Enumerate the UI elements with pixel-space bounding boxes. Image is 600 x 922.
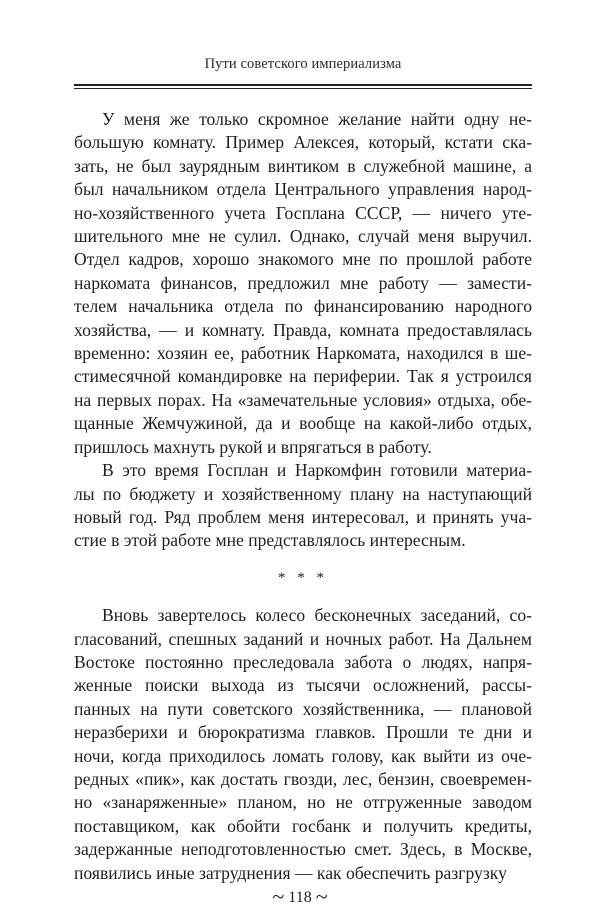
text-line: новый год. Ряд проблем меня интересовал, и принять уча- [74,506,532,527]
text-line: щанные Жемчужиной, да и вообще на какой-либо отдых, [74,413,532,434]
text-line: ночи, когда приходилось ломать голову, как выйти из оче- [74,745,532,766]
page-footer [0,884,600,910]
text-line: неразберихи и бюрократизма главков. Прошли те дни и [74,722,532,743]
ornament-left: ~ [272,884,285,909]
text-line: появились иные затруднения — как обеспечить разгрузку [74,862,507,883]
text-line: стимесячной командировке на периферии. Так я устроился [74,366,532,387]
text-line: редных «пик», как достать гвозди, лес, бензин, своевремен- [74,768,532,789]
text-line: наркомата финансов, предложил мне работу — замести- [74,272,532,293]
paragraph [74,108,532,459]
paragraph [74,604,532,885]
page-number: 118 [288,889,312,906]
text-line: Отдел кадров, хорошо знакомого мне по прошлой работе [74,249,532,270]
header-rule-thin [74,88,532,89]
text-line: на первых порах. На «замечательные условия» отдыха, обе- [74,389,532,410]
text-line: лы по бюджету и хозяйственному плану на наступающий [74,483,532,504]
text-line: временно: хозяин ее, работник Наркомата, находился в ше- [74,343,532,364]
section-break: * * * [278,569,328,586]
text-line: задержанные неподготовленностью смет. Здесь, в Москве, [74,839,532,860]
body-text [74,108,532,885]
text-line: пришлось махнуть рукой и впрягаться в работу. [74,436,432,457]
text-line: стие в этой работе мне представлялось интересным. [74,530,466,551]
text-line: большую комнату. Пример Алексея, который, кстати ска- [74,132,532,153]
header-rule [74,84,532,86]
text-line: но-хозяйственного учета Госплана СССР, — ничего уте- [74,202,532,223]
text-line: но «занаряженные» планом, но не отгруженные заводом [74,792,532,813]
text-line: В это время Госплан и Наркомфин готовили материа- [102,460,532,481]
text-line: гласований, спешных заданий и ночных работ. На Дальнем [74,628,532,649]
running-head: Пути советского империализма [204,56,402,72]
text-line: поставщиком, как обойти госбанк и получить кредиты, [74,815,532,836]
text-line: был начальником отдела Центрального управления народ- [74,179,532,200]
text-line: зать, не был заурядным винтиком в служебной машине, а [74,155,532,176]
text-line: хозяйства, — и комнату. Правда, комната предоставлялась [74,319,532,340]
text-line: панных на пути советского хозяйственника, — плановой [74,698,532,719]
ornament-right: ~ [315,884,328,909]
text-line: шительного мне не сулил. Однако, случай меня выручил. [74,226,532,247]
text-line: женные поиски выхода из тысячи осложнений, рассы- [74,675,532,696]
text-line: Востоке постоянно преследовала забота о людях, напря- [74,651,532,672]
text-line: Вновь завертелось колесо бесконечных заседаний, со- [102,605,532,626]
paragraph [74,459,532,553]
text-line: телем начальника отдела по финансированию народного [74,296,532,317]
text-line: У меня же только скромное желание найти одну не- [102,109,532,129]
